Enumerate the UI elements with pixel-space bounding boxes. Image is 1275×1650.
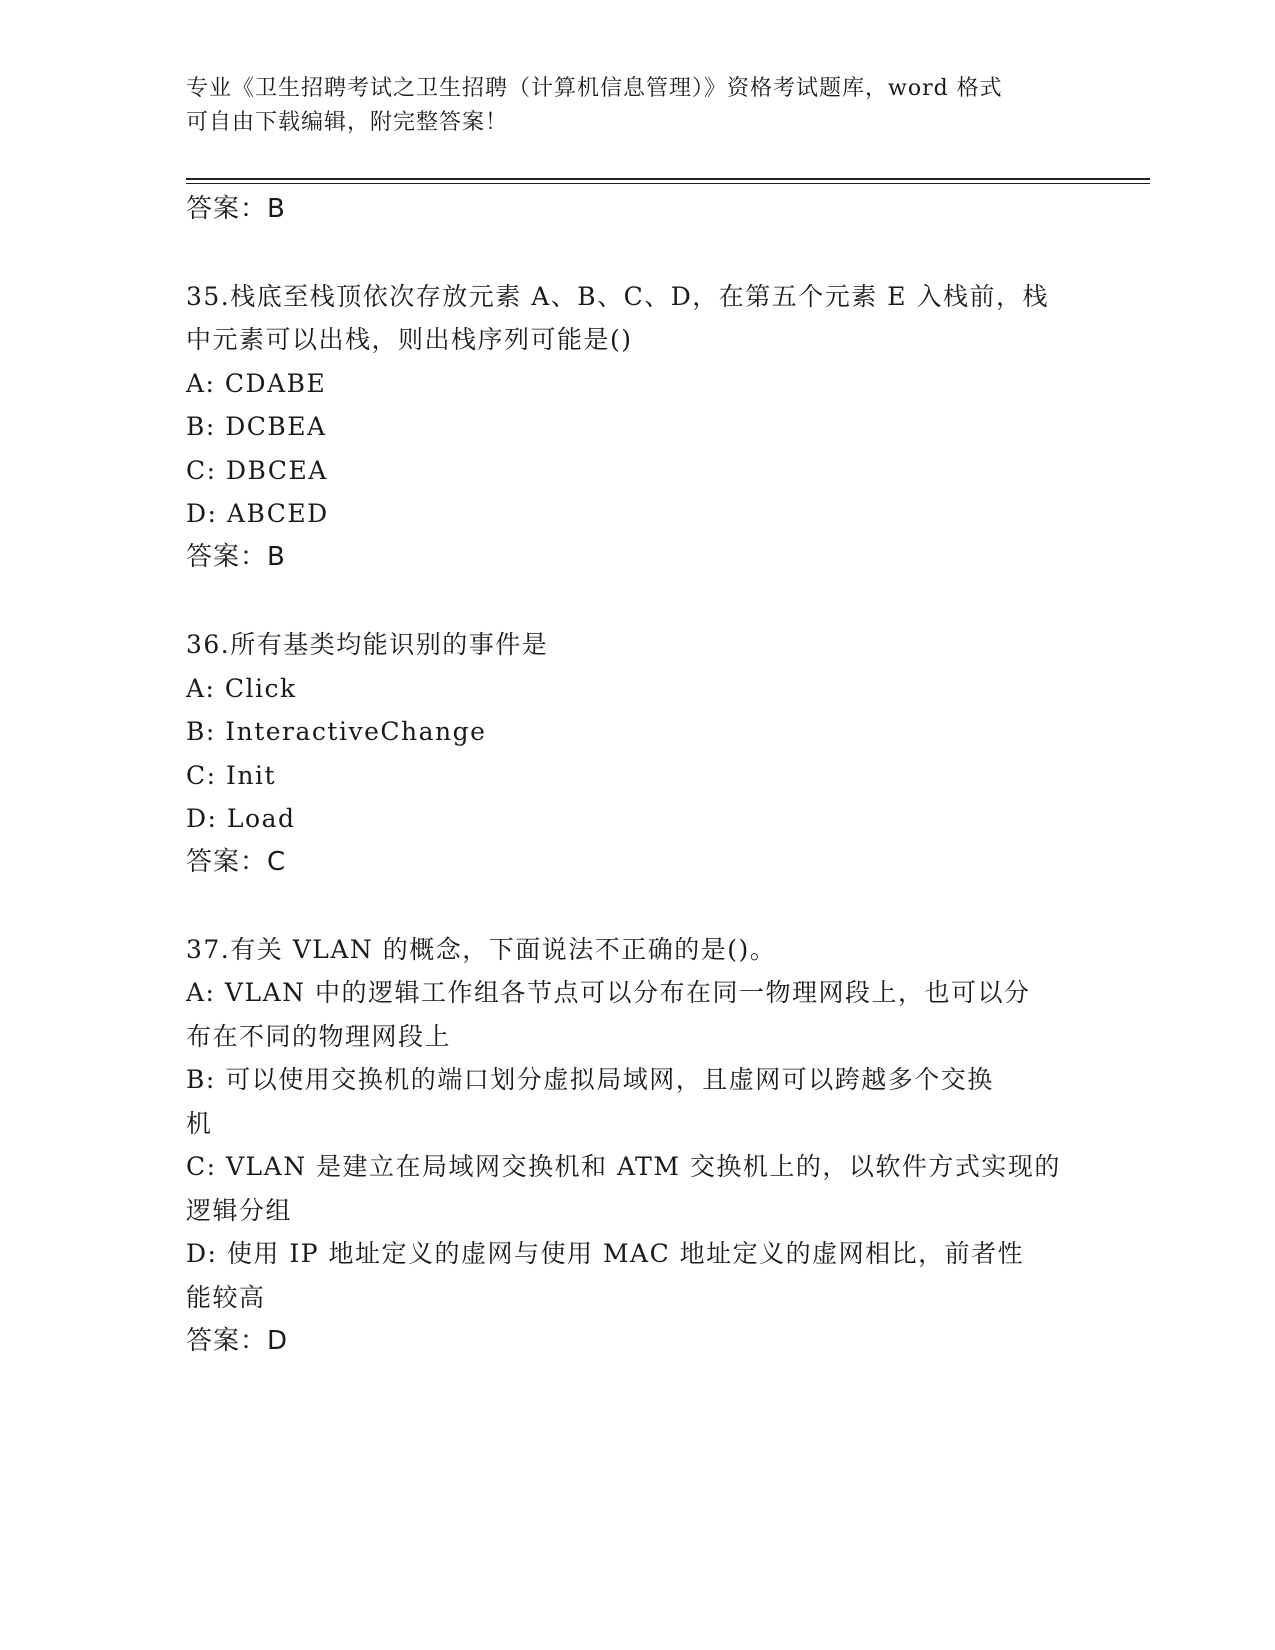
question-35-answer: 答案：B [186, 542, 286, 572]
question-37-option-a-line-1: A: VLAN 中的逻辑工作组各节点可以分布在同一物理网段上，也可以分 [186, 978, 1031, 1007]
question-37-option-a-line-2: 布在不同的物理网段上 [186, 1022, 452, 1051]
question-35-option-b: B: DCBEA [186, 412, 327, 441]
question-37-option-c-line-1: C: VLAN 是建立在局域网交换机和 ATM 交换机上的，以软件方式实现的 [186, 1152, 1061, 1181]
header-line-2: 可自由下载编辑，附完整答案！ [186, 110, 509, 135]
question-37-option-d-line-1: D: 使用 IP 地址定义的虚网与使用 MAC 地址定义的虚网相比，前者性 [186, 1239, 1025, 1268]
question-37-option-b-line-1: B: 可以使用交换机的端口划分虚拟局域网，且虚网可以跨越多个交换 [186, 1065, 994, 1094]
question-36-option-a: A: Click [186, 674, 297, 703]
question-36-option-d: D: Load [186, 804, 296, 833]
question-37-stem: 37.有关 VLAN 的概念，下面说法不正确的是()。 [186, 935, 777, 964]
question-35-option-d: D: ABCED [186, 499, 329, 528]
question-37-option-d-line-2: 能较高 [186, 1283, 266, 1312]
question-35-stem-line-2: 中元素可以出栈，则出栈序列可能是() [186, 325, 633, 354]
question-35-option-a: A: CDABE [186, 369, 327, 398]
question-36-answer: 答案：C [186, 847, 287, 877]
question-35-option-c: C: DBCEA [186, 456, 328, 485]
question-36-option-c: C: Init [186, 761, 277, 790]
header-line-1: 专业《卫生招聘考试之卫生招聘（计算机信息管理）》资格考试题库，word 格式 [186, 76, 1003, 101]
question-36-option-b: B: InteractiveChange [186, 717, 487, 746]
question-35-stem-line-1: 35.栈底至栈顶依次存放元素 A、B、C、D，在第五个元素 E 入栈前，栈 [186, 282, 1049, 311]
header-divider-thin [186, 183, 1150, 184]
question-36-stem: 36.所有基类均能识别的事件是 [186, 630, 549, 659]
previous-answer: 答案：B [186, 194, 286, 224]
header-divider-thick [186, 178, 1150, 180]
question-37-answer: 答案：D [186, 1326, 289, 1356]
question-37-option-b-line-2: 机 [186, 1109, 213, 1138]
question-37-option-c-line-2: 逻辑分组 [186, 1196, 293, 1225]
document-header [186, 72, 1066, 140]
